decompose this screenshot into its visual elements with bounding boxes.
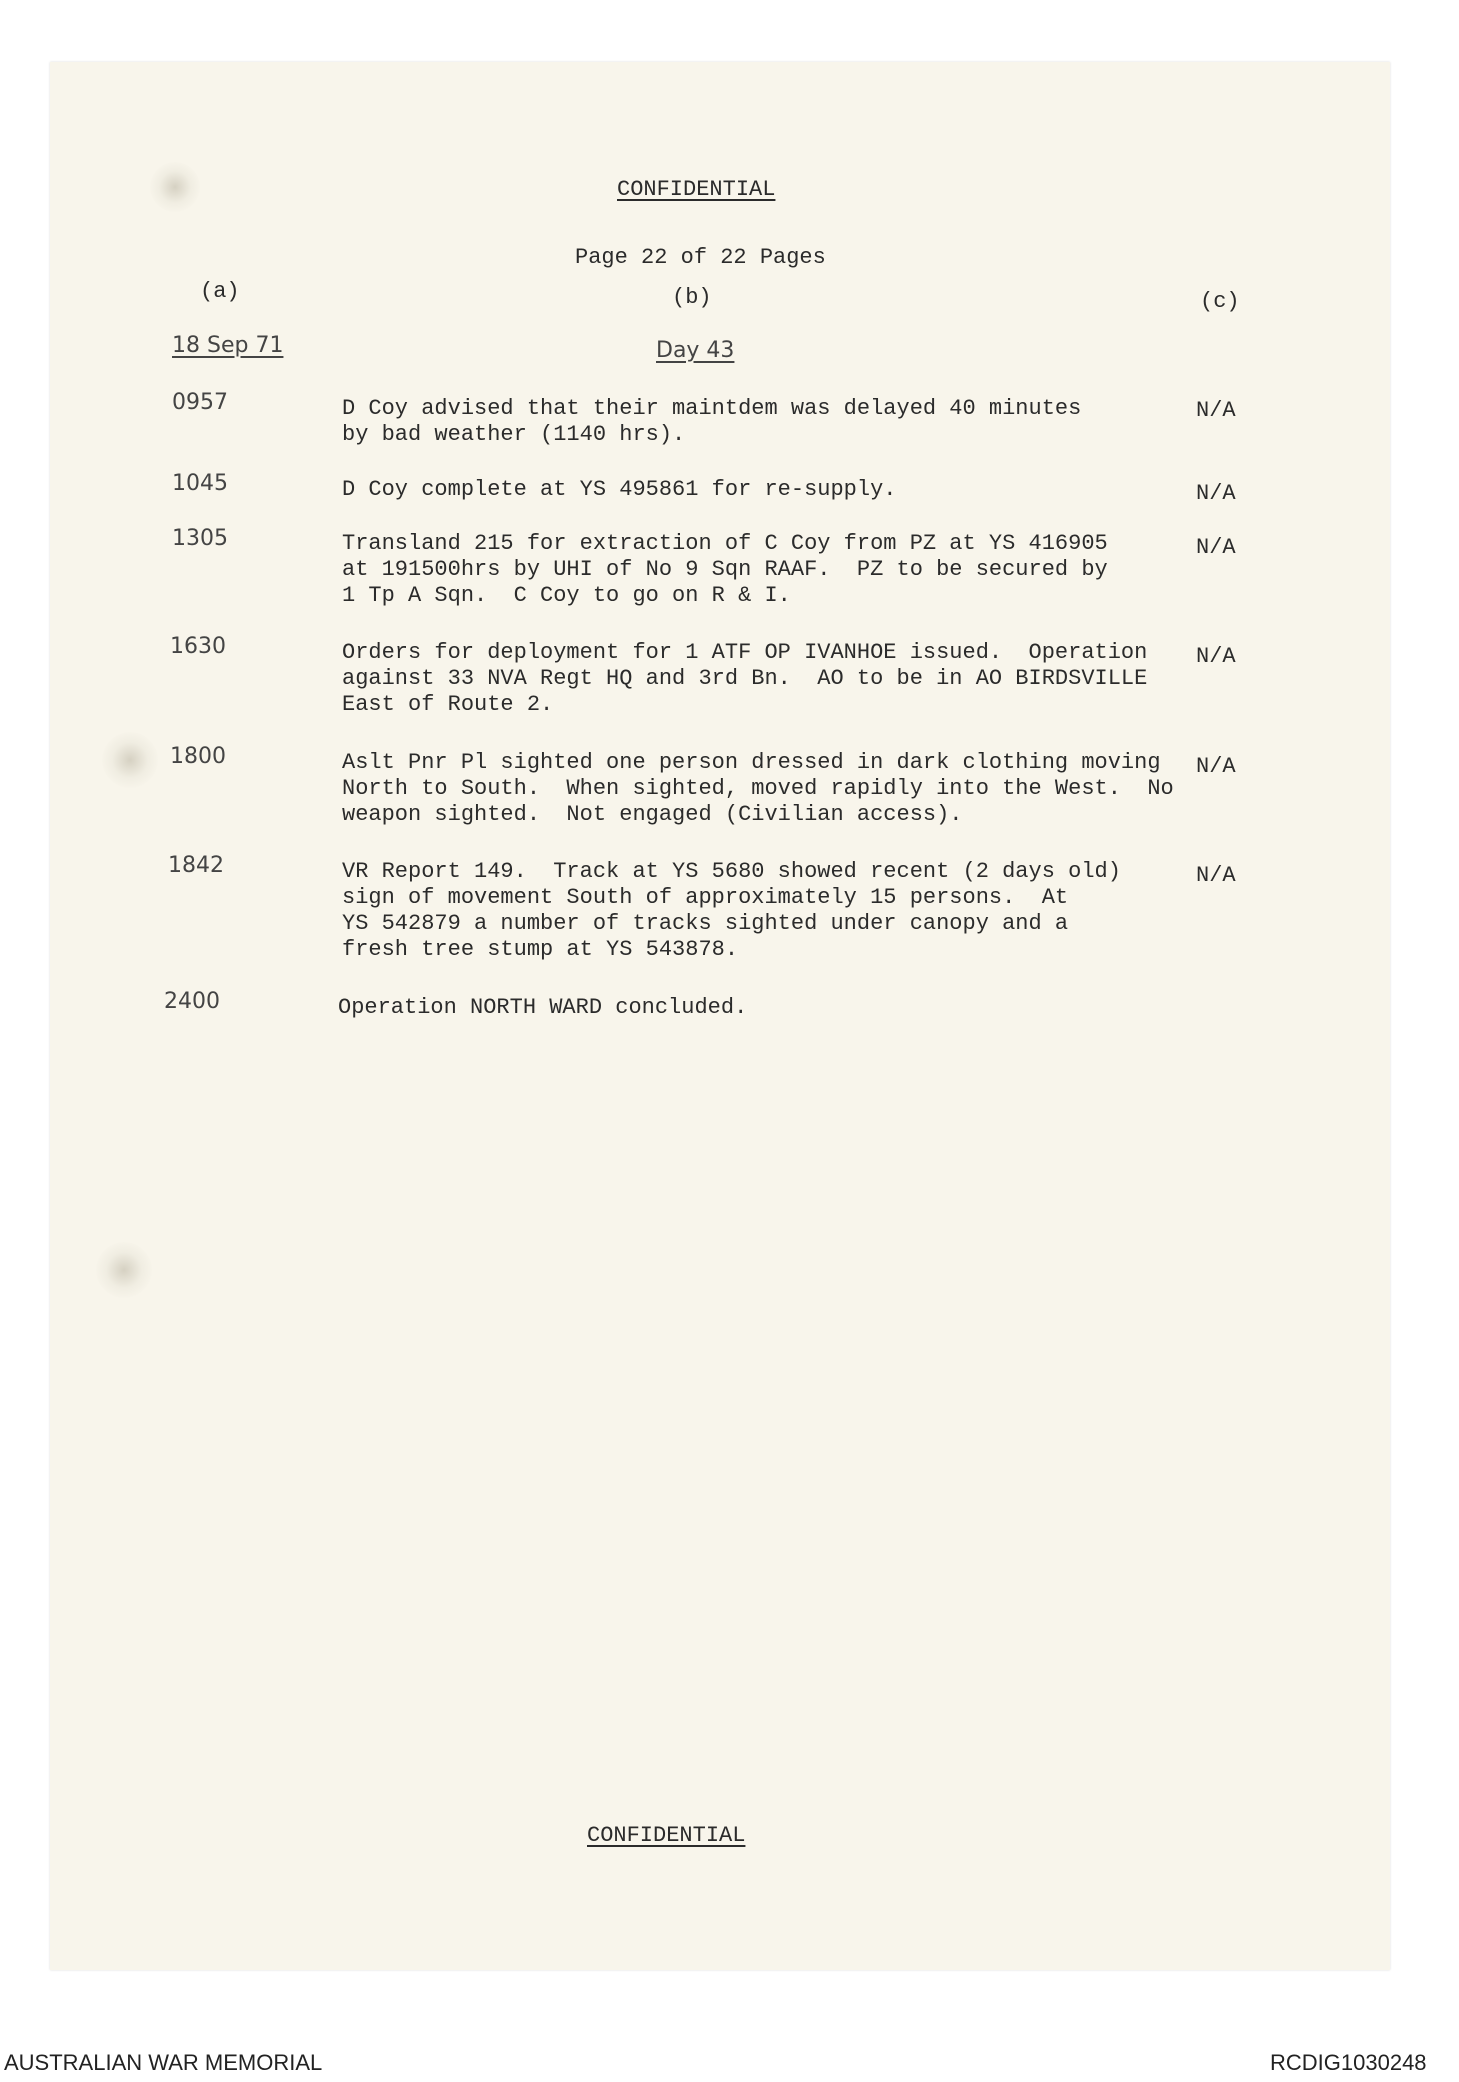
page-number: Page 22 of 22 Pages [575, 245, 826, 270]
entry-ref: N/A [1196, 398, 1236, 423]
entry-text: Transland 215 for extraction of C Coy from PZ at YS 416905 at 191500hrs by UHI of No 9 Sqn RAAF. PZ to be secured by 1 Tp A Sqn. C Coy to go on R & I. [342, 531, 1108, 608]
entry-time: 1630 [170, 634, 226, 659]
column-b-label: (b) [672, 285, 712, 310]
staple-hole-mark [150, 162, 200, 212]
day-heading: Day 43 [656, 338, 735, 363]
entry-time: 1842 [168, 853, 224, 878]
entry-ref: N/A [1196, 754, 1236, 779]
entry-time: 0957 [172, 390, 228, 415]
entry-text: D Coy advised that their maintdem was delayed 40 minutes by bad weather (1140 hrs). [342, 396, 1082, 447]
entry-ref: N/A [1196, 481, 1236, 506]
entry-time: 1800 [170, 744, 226, 769]
entry-text: Operation NORTH WARD concluded. [338, 995, 748, 1020]
classification-header: CONFIDENTIAL [617, 177, 776, 202]
entry-ref: N/A [1196, 535, 1236, 560]
date-heading: 18 Sep 71 [172, 333, 284, 358]
entry-time: 1305 [172, 526, 228, 551]
column-c-label: (c) [1200, 289, 1240, 314]
entry-ref: N/A [1196, 644, 1236, 669]
entry-time: 1045 [172, 471, 228, 496]
punch-hole-mark [96, 1242, 152, 1298]
entry-text: Aslt Pnr Pl sighted one person dressed in dark clothing moving North to South. When sighted, moved rapidly into the West. No weapon sighted. Not engaged (Civilian access). [342, 750, 1174, 827]
punch-hole-mark [102, 732, 158, 788]
entry-ref: N/A [1196, 863, 1236, 888]
classification-footer: CONFIDENTIAL [587, 1823, 746, 1848]
entry-text: VR Report 149. Track at YS 5680 showed recent (2 days old) sign of movement South of approximately 15 persons. At YS 542879 a number of tracks sighted under canopy and a fresh tree stump at YS 543878. [342, 859, 1121, 962]
archive-record-id: RCDIG1030248 [1270, 2050, 1427, 2075]
entry-time: 2400 [164, 989, 220, 1014]
entry-text: Orders for deployment for 1 ATF OP IVANHOE issued. Operation against 33 NVA Regt HQ and 3rd Bn. AO to be in AO BIRDSVILLE East of Route 2. [342, 640, 1148, 717]
archive-institution: AUSTRALIAN WAR MEMORIAL [4, 2050, 323, 2075]
column-a-label: (a) [200, 279, 240, 304]
entry-text: D Coy complete at YS 495861 for re-supply. [342, 477, 897, 502]
